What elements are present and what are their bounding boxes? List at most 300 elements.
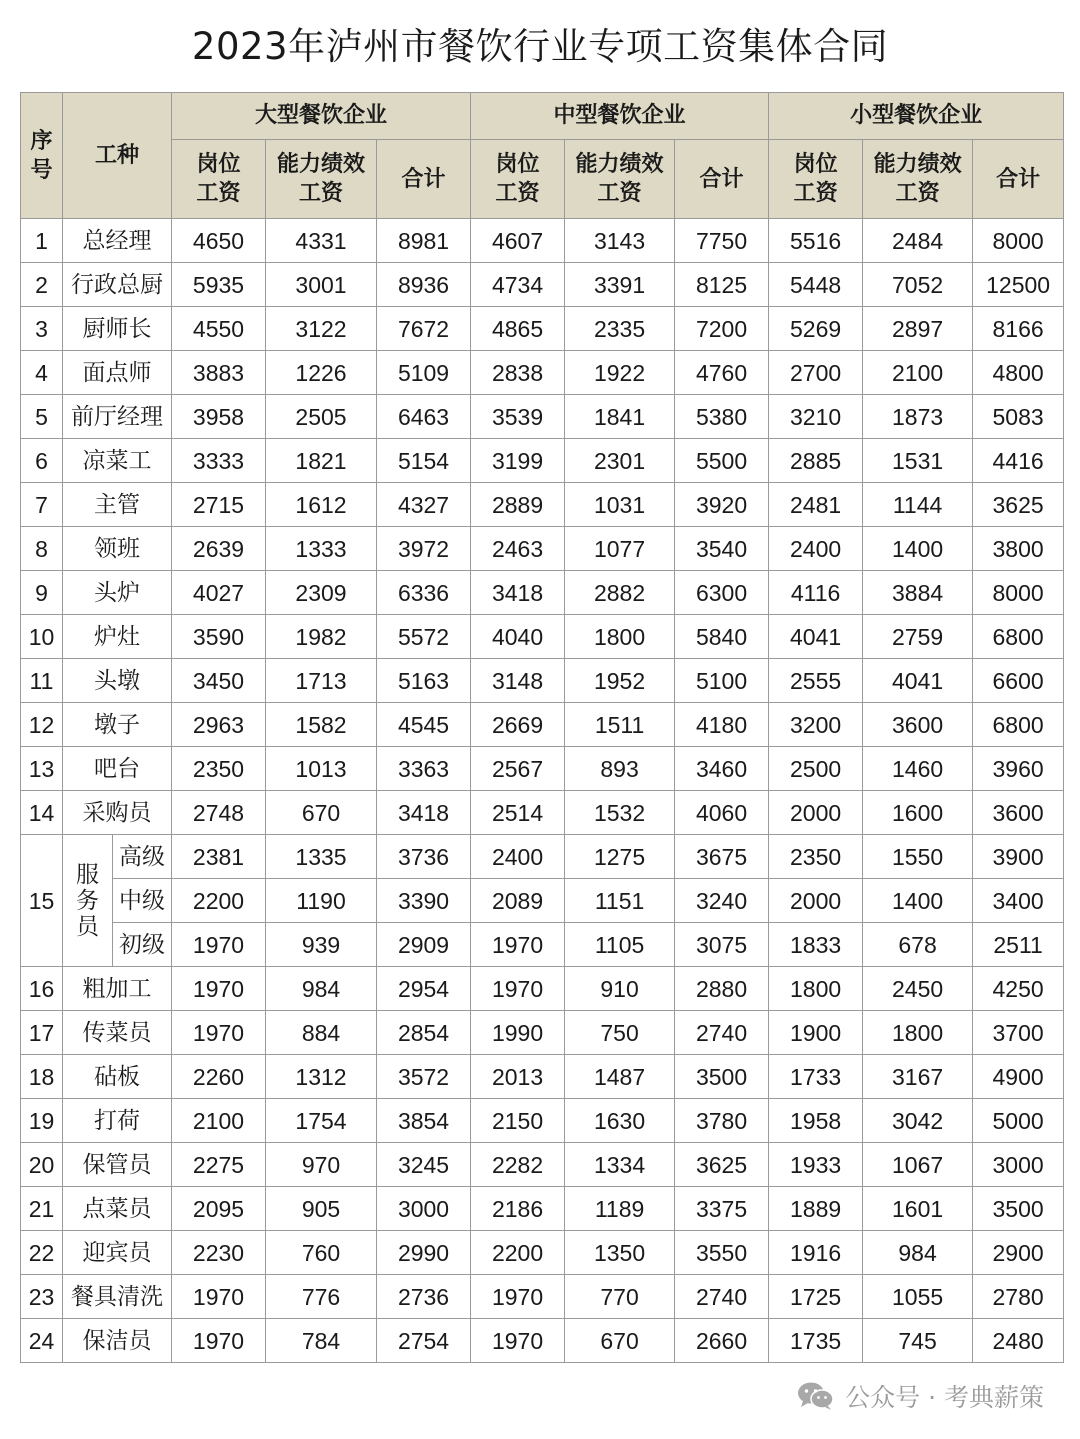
wage-cell: 3625 <box>973 483 1064 527</box>
wage-cell: 7052 <box>863 263 973 307</box>
wage-cell: 3200 <box>769 703 863 747</box>
wage-cell: 1833 <box>769 923 863 967</box>
wage-cell: 5516 <box>769 219 863 263</box>
row-number: 4 <box>21 351 63 395</box>
job-name: 厨师长 <box>63 307 172 351</box>
wage-cell: 5380 <box>675 395 769 439</box>
row-number: 3 <box>21 307 63 351</box>
wage-cell: 5572 <box>377 615 471 659</box>
row-number: 8 <box>21 527 63 571</box>
wage-cell: 3000 <box>973 1143 1064 1187</box>
row-number: 1 <box>21 219 63 263</box>
wage-cell: 1532 <box>565 791 675 835</box>
wage-cell: 1550 <box>863 835 973 879</box>
subheader-performance-wage: 能力绩效 工资 <box>863 140 973 219</box>
wage-cell: 3400 <box>973 879 1064 923</box>
table-row <box>21 439 1064 483</box>
wage-cell: 3391 <box>565 263 675 307</box>
row-number: 24 <box>21 1319 63 1363</box>
wage-cell: 1970 <box>471 967 565 1011</box>
wage-cell: 3736 <box>377 835 471 879</box>
wage-cell: 4041 <box>863 659 973 703</box>
wage-cell: 3148 <box>471 659 565 703</box>
wage-cell: 2990 <box>377 1231 471 1275</box>
wage-cell: 1754 <box>266 1099 377 1143</box>
table-row <box>21 747 1064 791</box>
wage-cell: 2880 <box>675 967 769 1011</box>
wage-cell: 4607 <box>471 219 565 263</box>
wage-cell: 3625 <box>675 1143 769 1187</box>
job-name: 吧台 <box>63 747 172 791</box>
wage-cell: 1067 <box>863 1143 973 1187</box>
table-row <box>21 571 1064 615</box>
table-row <box>21 395 1064 439</box>
footer-text: 公众号 · 考典薪策 <box>845 1383 1044 1412</box>
wage-cell: 3001 <box>266 263 377 307</box>
wage-cell: 1970 <box>471 1319 565 1363</box>
wage-cell: 1601 <box>863 1187 973 1231</box>
wage-cell: 4760 <box>675 351 769 395</box>
wage-cell: 4327 <box>377 483 471 527</box>
wage-cell: 3539 <box>471 395 565 439</box>
wage-cell: 3167 <box>863 1055 973 1099</box>
wage-cell: 1800 <box>863 1011 973 1055</box>
wage-cell: 4865 <box>471 307 565 351</box>
wage-cell: 2748 <box>172 791 266 835</box>
wage-cell: 2481 <box>769 483 863 527</box>
wage-cell: 3900 <box>973 835 1064 879</box>
wage-cell: 1970 <box>172 1011 266 1055</box>
wage-cell: 3675 <box>675 835 769 879</box>
wage-cell: 2484 <box>863 219 973 263</box>
wage-cell: 3460 <box>675 747 769 791</box>
wage-cell: 970 <box>266 1143 377 1187</box>
table-row <box>21 1143 1064 1187</box>
wage-cell: 1952 <box>565 659 675 703</box>
table-row <box>21 1055 1064 1099</box>
wage-cell: 1821 <box>266 439 377 483</box>
wage-cell: 2715 <box>172 483 266 527</box>
wage-cell: 3418 <box>471 571 565 615</box>
row-number: 15 <box>21 835 63 967</box>
wage-cell: 3500 <box>973 1187 1064 1231</box>
wage-cell: 3884 <box>863 571 973 615</box>
wage-cell: 1733 <box>769 1055 863 1099</box>
wage-cell: 4550 <box>172 307 266 351</box>
wage-cell: 2013 <box>471 1055 565 1099</box>
job-name: 保管员 <box>63 1143 172 1187</box>
wage-cell: 2282 <box>471 1143 565 1187</box>
table-row <box>21 307 1064 351</box>
wage-cell: 2754 <box>377 1319 471 1363</box>
wage-cell: 5840 <box>675 615 769 659</box>
job-name: 墩子 <box>63 703 172 747</box>
wage-cell: 2854 <box>377 1011 471 1055</box>
job-name: 采购员 <box>63 791 172 835</box>
job-name: 保洁员 <box>63 1319 172 1363</box>
table-row <box>21 835 1064 879</box>
wage-cell: 2260 <box>172 1055 266 1099</box>
wage-cell: 1031 <box>565 483 675 527</box>
wage-cell: 2909 <box>377 923 471 967</box>
wage-cell: 1013 <box>266 747 377 791</box>
wage-cell: 3418 <box>377 791 471 835</box>
wage-cell: 1800 <box>769 967 863 1011</box>
wechat-icon <box>797 1381 835 1411</box>
wage-cell: 7750 <box>675 219 769 263</box>
wage-cell: 2889 <box>471 483 565 527</box>
wage-cell: 760 <box>266 1231 377 1275</box>
wage-cell: 1460 <box>863 747 973 791</box>
wage-cell: 2000 <box>769 879 863 923</box>
row-number: 20 <box>21 1143 63 1187</box>
wage-cell: 2200 <box>172 879 266 923</box>
table-row <box>21 879 1064 923</box>
row-number: 23 <box>21 1275 63 1319</box>
wage-cell: 745 <box>863 1319 973 1363</box>
table-row <box>21 923 1064 967</box>
wage-cell: 670 <box>266 791 377 835</box>
wage-cell: 4250 <box>973 967 1064 1011</box>
job-name: 砧板 <box>63 1055 172 1099</box>
header-group-small: 小型餐饮企业 <box>769 93 1064 140</box>
wage-cell: 984 <box>266 967 377 1011</box>
row-number: 6 <box>21 439 63 483</box>
wage-cell: 1487 <box>565 1055 675 1099</box>
wage-cell: 3122 <box>266 307 377 351</box>
wage-cell: 8125 <box>675 263 769 307</box>
job-name: 打荷 <box>63 1099 172 1143</box>
wage-cell: 4180 <box>675 703 769 747</box>
wage-cell: 4040 <box>471 615 565 659</box>
header-group-large: 大型餐饮企业 <box>172 93 471 140</box>
wage-cell: 2963 <box>172 703 266 747</box>
wage-cell: 5083 <box>973 395 1064 439</box>
wage-cell: 4060 <box>675 791 769 835</box>
wage-cell: 2186 <box>471 1187 565 1231</box>
wage-cell: 3375 <box>675 1187 769 1231</box>
wage-cell: 3075 <box>675 923 769 967</box>
wage-cell: 6600 <box>973 659 1064 703</box>
wage-cell: 910 <box>565 967 675 1011</box>
wage-cell: 984 <box>863 1231 973 1275</box>
wage-cell: 1970 <box>471 1275 565 1319</box>
wage-cell: 2514 <box>471 791 565 835</box>
wage-cell: 1922 <box>565 351 675 395</box>
subheader-post-wage: 岗位 工资 <box>471 140 565 219</box>
wage-cell: 5109 <box>377 351 471 395</box>
wage-cell: 670 <box>565 1319 675 1363</box>
wage-cell: 5269 <box>769 307 863 351</box>
wage-cell: 4545 <box>377 703 471 747</box>
wage-cell: 3780 <box>675 1099 769 1143</box>
wage-cell: 3572 <box>377 1055 471 1099</box>
wage-cell: 1970 <box>172 1319 266 1363</box>
wage-cell: 6800 <box>973 703 1064 747</box>
wage-cell: 1725 <box>769 1275 863 1319</box>
wage-cell: 939 <box>266 923 377 967</box>
wage-cell: 2275 <box>172 1143 266 1187</box>
wage-cell: 1889 <box>769 1187 863 1231</box>
wage-cell: 2100 <box>172 1099 266 1143</box>
wage-cell: 4027 <box>172 571 266 615</box>
wage-cell: 1990 <box>471 1011 565 1055</box>
job-name: 总经理 <box>63 219 172 263</box>
table-row <box>21 1231 1064 1275</box>
wage-cell: 6463 <box>377 395 471 439</box>
header-job: 工种 <box>63 93 172 219</box>
wage-cell: 776 <box>266 1275 377 1319</box>
row-number: 11 <box>21 659 63 703</box>
wage-cell: 2480 <box>973 1319 1064 1363</box>
wage-cell: 3333 <box>172 439 266 483</box>
wage-cell: 3600 <box>863 703 973 747</box>
table-row <box>21 1099 1064 1143</box>
footer-watermark <box>797 1376 1044 1416</box>
wage-cell: 2759 <box>863 615 973 659</box>
wage-cell: 2700 <box>769 351 863 395</box>
table-row <box>21 703 1064 747</box>
table-row <box>21 351 1064 395</box>
wage-cell: 1189 <box>565 1187 675 1231</box>
wage-cell: 1630 <box>565 1099 675 1143</box>
wage-cell: 770 <box>565 1275 675 1319</box>
table-row <box>21 615 1064 659</box>
wage-cell: 884 <box>266 1011 377 1055</box>
wage-cell: 3450 <box>172 659 266 703</box>
wage-cell: 5500 <box>675 439 769 483</box>
wage-cell: 2100 <box>863 351 973 395</box>
wage-cell: 2309 <box>266 571 377 615</box>
wage-cell: 2954 <box>377 967 471 1011</box>
wage-cell: 12500 <box>973 263 1064 307</box>
job-name: 行政总厨 <box>63 263 172 307</box>
subheader-total: 合计 <box>675 140 769 219</box>
subheader-post-wage: 岗位 工资 <box>172 140 266 219</box>
wage-cell: 2780 <box>973 1275 1064 1319</box>
wage-cell: 2740 <box>675 1011 769 1055</box>
job-name: 炉灶 <box>63 615 172 659</box>
row-number: 13 <box>21 747 63 791</box>
wage-cell: 4734 <box>471 263 565 307</box>
wage-cell: 1226 <box>266 351 377 395</box>
wage-cell: 2335 <box>565 307 675 351</box>
job-name: 迎宾员 <box>63 1231 172 1275</box>
wage-cell: 3600 <box>973 791 1064 835</box>
wage-cell: 1350 <box>565 1231 675 1275</box>
wage-cell: 2230 <box>172 1231 266 1275</box>
wage-cell: 1841 <box>565 395 675 439</box>
wage-cell: 1400 <box>863 527 973 571</box>
wage-cell: 784 <box>266 1319 377 1363</box>
wage-cell: 1713 <box>266 659 377 703</box>
wage-cell: 1600 <box>863 791 973 835</box>
wage-cell: 2639 <box>172 527 266 571</box>
wage-cell: 1312 <box>266 1055 377 1099</box>
wage-cell: 4800 <box>973 351 1064 395</box>
wage-cell: 3958 <box>172 395 266 439</box>
wage-cell: 1582 <box>266 703 377 747</box>
wage-cell: 6336 <box>377 571 471 615</box>
job-name: 前厅经理 <box>63 395 172 439</box>
row-number: 2 <box>21 263 63 307</box>
wage-cell: 2463 <box>471 527 565 571</box>
table-row <box>21 483 1064 527</box>
table-row <box>21 219 1064 263</box>
wage-cell: 2567 <box>471 747 565 791</box>
wage-cell: 8981 <box>377 219 471 263</box>
wage-cell: 1735 <box>769 1319 863 1363</box>
table-row <box>21 659 1064 703</box>
wage-cell: 6800 <box>973 615 1064 659</box>
wage-cell: 8000 <box>973 219 1064 263</box>
table-body <box>21 219 1064 1363</box>
wage-cell: 3210 <box>769 395 863 439</box>
row-number: 7 <box>21 483 63 527</box>
header-seq: 序 号 <box>21 93 63 219</box>
row-number: 19 <box>21 1099 63 1143</box>
job-name: 凉菜工 <box>63 439 172 483</box>
wage-cell: 6300 <box>675 571 769 615</box>
wage-cell: 1800 <box>565 615 675 659</box>
wage-cell: 2669 <box>471 703 565 747</box>
wage-cell: 1151 <box>565 879 675 923</box>
wage-cell: 2150 <box>471 1099 565 1143</box>
wage-cell: 2900 <box>973 1231 1064 1275</box>
wage-cell: 3363 <box>377 747 471 791</box>
wage-cell: 1970 <box>471 923 565 967</box>
row-number: 14 <box>21 791 63 835</box>
wage-cell: 2000 <box>769 791 863 835</box>
wage-cell: 1873 <box>863 395 973 439</box>
wage-cell: 1531 <box>863 439 973 483</box>
wage-cell: 2838 <box>471 351 565 395</box>
wage-cell: 3540 <box>675 527 769 571</box>
wage-cell: 2740 <box>675 1275 769 1319</box>
wage-cell: 1970 <box>172 1275 266 1319</box>
job-name: 传菜员 <box>63 1011 172 1055</box>
wage-cell: 2505 <box>266 395 377 439</box>
wage-cell: 678 <box>863 923 973 967</box>
row-number: 18 <box>21 1055 63 1099</box>
job-name: 点菜员 <box>63 1187 172 1231</box>
row-number: 5 <box>21 395 63 439</box>
wage-cell: 1077 <box>565 527 675 571</box>
wage-cell: 2736 <box>377 1275 471 1319</box>
row-number: 22 <box>21 1231 63 1275</box>
wage-cell: 2500 <box>769 747 863 791</box>
wage-cell: 3042 <box>863 1099 973 1143</box>
job-name: 餐具清洗 <box>63 1275 172 1319</box>
wage-cell: 3245 <box>377 1143 471 1187</box>
job-name: 领班 <box>63 527 172 571</box>
wage-cell: 8166 <box>973 307 1064 351</box>
wage-cell: 2350 <box>769 835 863 879</box>
wage-cell: 8936 <box>377 263 471 307</box>
table-row <box>21 1319 1064 1363</box>
header-group-medium: 中型餐饮企业 <box>471 93 769 140</box>
wage-cell: 1275 <box>565 835 675 879</box>
wage-cell: 1970 <box>172 923 266 967</box>
job-name: 主管 <box>63 483 172 527</box>
wage-cell: 1334 <box>565 1143 675 1187</box>
wage-cell: 1970 <box>172 967 266 1011</box>
table-row <box>21 791 1064 835</box>
table-row <box>21 1011 1064 1055</box>
wage-cell: 4331 <box>266 219 377 263</box>
wage-cell: 2301 <box>565 439 675 483</box>
wage-cell: 2200 <box>471 1231 565 1275</box>
wage-cell: 1612 <box>266 483 377 527</box>
job-level: 初级 <box>113 923 172 967</box>
wage-cell: 1400 <box>863 879 973 923</box>
wage-cell: 3854 <box>377 1099 471 1143</box>
wage-cell: 905 <box>266 1187 377 1231</box>
wage-cell: 3000 <box>377 1187 471 1231</box>
wage-cell: 5935 <box>172 263 266 307</box>
wage-cell: 5163 <box>377 659 471 703</box>
wage-cell: 1335 <box>266 835 377 879</box>
row-number: 21 <box>21 1187 63 1231</box>
row-number: 9 <box>21 571 63 615</box>
wage-cell: 5154 <box>377 439 471 483</box>
wage-cell: 3960 <box>973 747 1064 791</box>
wage-cell: 2089 <box>471 879 565 923</box>
subheader-total: 合计 <box>377 140 471 219</box>
wage-cell: 1055 <box>863 1275 973 1319</box>
wage-cell: 4900 <box>973 1055 1064 1099</box>
wage-cell: 1982 <box>266 615 377 659</box>
row-number: 10 <box>21 615 63 659</box>
wage-cell: 2095 <box>172 1187 266 1231</box>
wage-cell: 3390 <box>377 879 471 923</box>
wage-cell: 2882 <box>565 571 675 615</box>
job-name: 服 务 员 <box>63 835 113 967</box>
wage-cell: 2897 <box>863 307 973 351</box>
page-title: 2023年泸州市餐饮行业专项工资集体合同 <box>191 25 889 68</box>
subheader-performance-wage: 能力绩效 工资 <box>565 140 675 219</box>
job-name: 头炉 <box>63 571 172 615</box>
table-row <box>21 263 1064 307</box>
wage-cell: 2381 <box>172 835 266 879</box>
subheader-total: 合计 <box>973 140 1064 219</box>
wage-cell: 3883 <box>172 351 266 395</box>
wage-table <box>20 92 1064 1363</box>
job-level: 高级 <box>113 835 172 879</box>
wage-cell: 3143 <box>565 219 675 263</box>
wage-cell: 4650 <box>172 219 266 263</box>
wage-cell: 3590 <box>172 615 266 659</box>
wage-cell: 5100 <box>675 659 769 703</box>
wage-cell: 1900 <box>769 1011 863 1055</box>
wage-cell: 2400 <box>471 835 565 879</box>
subheader-performance-wage: 能力绩效 工资 <box>266 140 377 219</box>
job-name: 粗加工 <box>63 967 172 1011</box>
wage-cell: 1916 <box>769 1231 863 1275</box>
wage-cell: 3199 <box>471 439 565 483</box>
wage-cell: 3920 <box>675 483 769 527</box>
table-row <box>21 967 1064 1011</box>
wage-cell: 2885 <box>769 439 863 483</box>
wage-cell: 3500 <box>675 1055 769 1099</box>
wage-cell: 3800 <box>973 527 1064 571</box>
row-number: 12 <box>21 703 63 747</box>
table-row <box>21 1275 1064 1319</box>
wage-cell: 893 <box>565 747 675 791</box>
wage-cell: 1144 <box>863 483 973 527</box>
subheader-post-wage: 岗位 工资 <box>769 140 863 219</box>
wage-cell: 1190 <box>266 879 377 923</box>
